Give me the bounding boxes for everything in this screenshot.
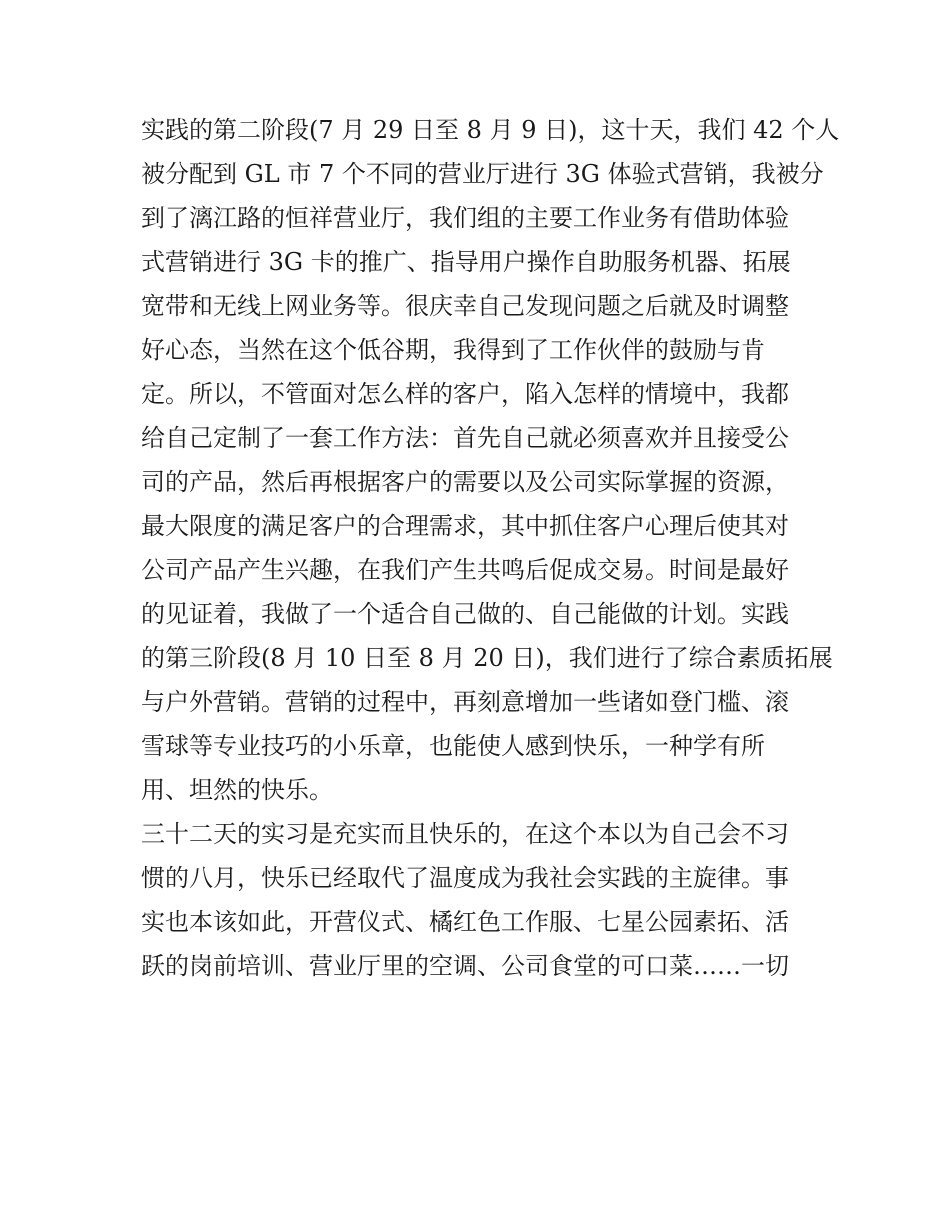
text-line: 实践的第二阶段(7 月 29 日至 8 月 9 日)，这十天，我们 42 个人 bbox=[141, 116, 840, 144]
text-line: 实也本该如此，开营仪式、橘红色工作服、七星公园素拓、活 bbox=[141, 908, 789, 936]
text-line: 给自己定制了一套工作方法：首先自己就必须喜欢并且接受公 bbox=[141, 424, 789, 452]
text-line: 被分配到 GL 市 7 个不同的营业厅进行 3G 体验式营销，我被分 bbox=[141, 160, 824, 188]
text-line: 公司产品产生兴趣，在我们产生共鸣后促成交易。时间是最好 bbox=[141, 556, 789, 584]
text-line: 的第三阶段(8 月 10 日至 8 月 20 日)，我们进行了综合素质拓展 bbox=[141, 644, 833, 672]
text-line: 跃的岗前培训、营业厅里的空调、公司食堂的可口菜……一切 bbox=[141, 952, 789, 980]
text-line: 到了漓江路的恒祥营业厅，我们组的主要工作业务有借助体验 bbox=[141, 204, 789, 232]
text-line: 司的产品，然后再根据客户的需要以及公司实际掌握的资源， bbox=[141, 468, 789, 496]
text-line: 用、坦然的快乐。 bbox=[141, 776, 333, 804]
text-line: 的见证着，我做了一个适合自己做的、自己能做的计划。实践 bbox=[141, 600, 789, 628]
text-line: 定。所以，不管面对怎么样的客户，陷入怎样的情境中，我都 bbox=[141, 380, 789, 408]
text-line: 好心态，当然在这个低谷期，我得到了工作伙伴的鼓励与肯 bbox=[141, 336, 765, 364]
text-line: 式营销进行 3G 卡的推广、指导用户操作自助服务机器、拓展 bbox=[141, 248, 791, 276]
text-line: 雪球等专业技巧的小乐章，也能使人感到快乐，一种学有所 bbox=[141, 732, 765, 760]
text-line: 宽带和无线上网业务等。很庆幸自己发现问题之后就及时调整 bbox=[141, 292, 789, 320]
text-line: 三十二天的实习是充实而且快乐的，在这个本以为自己会不习 bbox=[141, 820, 789, 848]
text-line: 最大限度的满足客户的合理需求，其中抓住客户心理后使其对 bbox=[141, 512, 789, 540]
text-line: 惯的八月，快乐已经取代了温度成为我社会实践的主旋律。事 bbox=[141, 864, 789, 892]
body-text bbox=[141, 108, 840, 988]
text-line: 与户外营销。营销的过程中，再刻意增加一些诸如登门槛、滚 bbox=[141, 688, 789, 716]
